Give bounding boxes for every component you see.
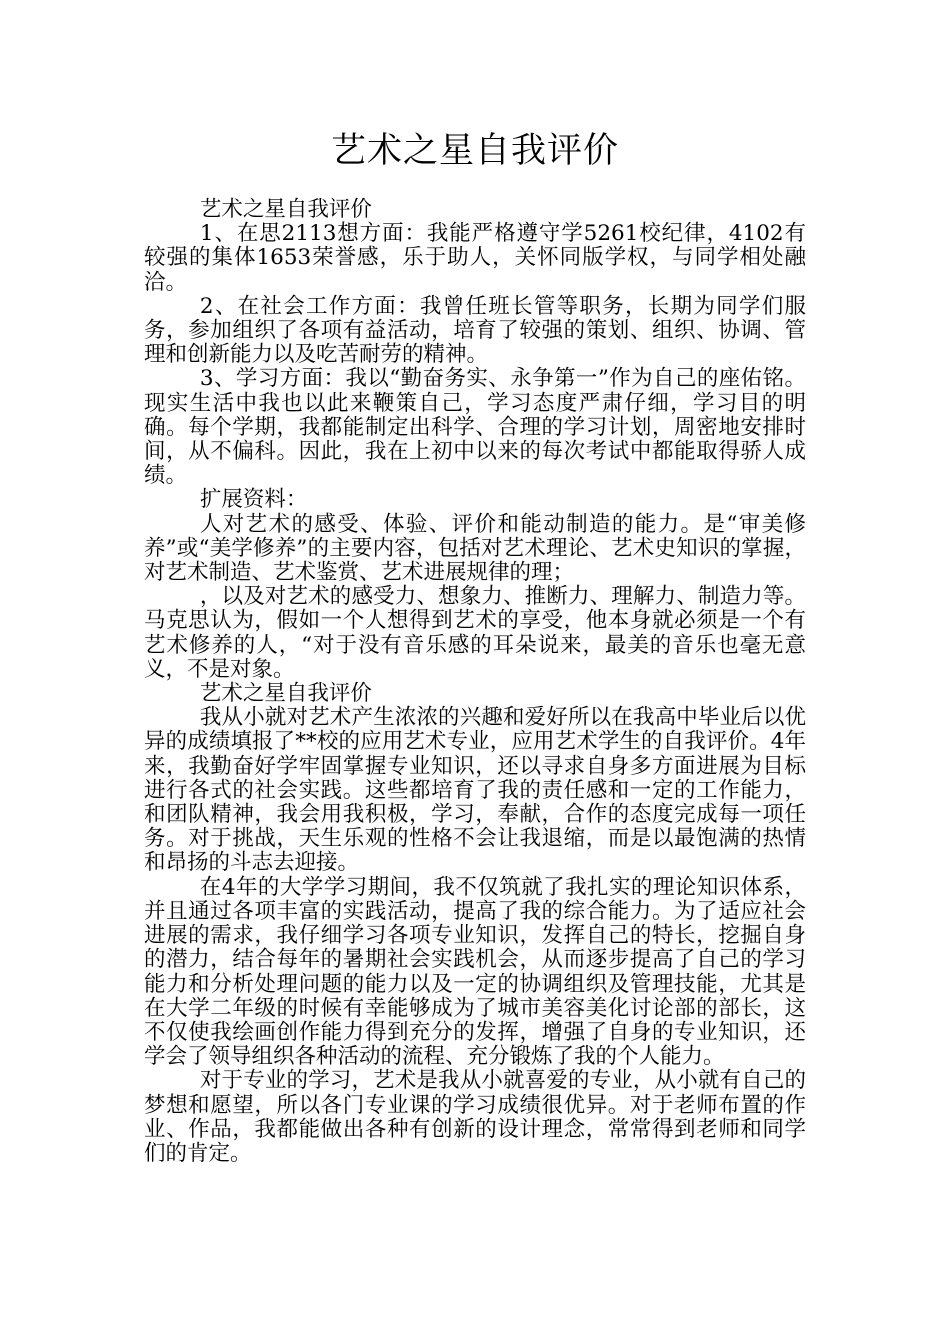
paragraph-art-literacy-cont: ，以及对艺术的感受力、想象力、推断力、理解力、制造力等。马克思认为，假如一个人想得到艺术的享受，他本身就必须是一个有艺术修养的人，“对于没有音乐感的耳朵说来，最美的音乐也毫无意义，不是对象。 [144, 584, 806, 682]
paragraph-art-literacy: 人对艺术的感受、体验、评价和能动制造的能力。是“审美修养”或“美学修养”的主要内容，包括对艺术理论、艺术史知识的掌握，对艺术制造、艺术鉴赏、艺术进展规律的理； [144, 511, 806, 586]
paragraph-university: 在4年的大学学习期间，我不仅筑就了我扎实的理论知识体系，并且通过各项丰富的实践活动，提高了我的综合能力。为了适应社会进展的需求，我仔细学习各项专业知识，发挥自己的特长，挖掘自身的潜力，结合每年的暑期社会实践机会，从而逐步提高了自己的学习能力和分析处理问题的能力以及一定的协调组织及管理技能，尤其是在大学二年级的时候有幸能够成为了城市美容美化讨论部的部长，这不仅使我绘画创作能力得到充分的发挥，增强了自身的专业知识，还学会了领导组织各种活动的流程、充分锻炼了我的个人能力。 [144, 874, 806, 1070]
paragraph-section-heading: 艺术之星自我评价 [199, 681, 372, 707]
paragraph-study: 3、学习方面：我以“勤奋务实、永争第一”作为自己的座佑铭。现实生活中我也以此来鞭策自己，学习态度严肃仔细，学习目的明确。每个学期，我都能制定出科学、合理的学习计划，周密地安排时间，从不偏科。因此，我在上初中以来的每次考试中都能取得骄人成绩。 [144, 366, 806, 489]
paragraph-extended-heading: 扩展资料： [199, 487, 308, 513]
paragraph-social-work: 2、在社会工作方面：我曾任班长管等职务，长期为同学们服务，参加组织了各项有益活动，培育了较强的策划、组织、协调、管理和创新能力以及吃苦耐劳的精神。 [144, 293, 806, 368]
document-body [144, 198, 806, 1166]
paragraph-ideology: 1、在思2113想方面：我能严格遵守学5261校纪律，4102有较强的集体1653荣誉感，乐于助人，关怀同版学权，与同学相处融洽。 [144, 221, 806, 295]
paragraph-subtitle: 艺术之星自我评价 [199, 197, 372, 222]
paragraph-interest: 我从小就对艺术产生浓浓的兴趣和爱好所以在我高中毕业后以优异的成绩填报了**校的应用艺术专业，应用艺术学生的自我评价。4年来，我勤奋好学牢固掌握专业知识，还以寻求自身多方面进展为目标进行各式的社会实践。这些都培育了我的责任感和一定的工作能力，和团队精神，我会用我积极，学习，奉献，合作的态度完成每一项任务。对于挑战，天生乐观的性格不会让我退缩，而是以最饱满的热情和昂扬的斗志去迎接。 [144, 705, 806, 876]
paragraph-major: 对于专业的学习，艺术是我从小就喜爱的专业，从小就有自己的梦想和愿望，所以各门专业课的学习成绩很优异。对于老师布置的作业、作品，我都能做出各种有创新的设计理念，常常得到老师和同学们的肯定。 [144, 1068, 806, 1166]
document-title: 艺术之星自我评价 [330, 131, 619, 171]
